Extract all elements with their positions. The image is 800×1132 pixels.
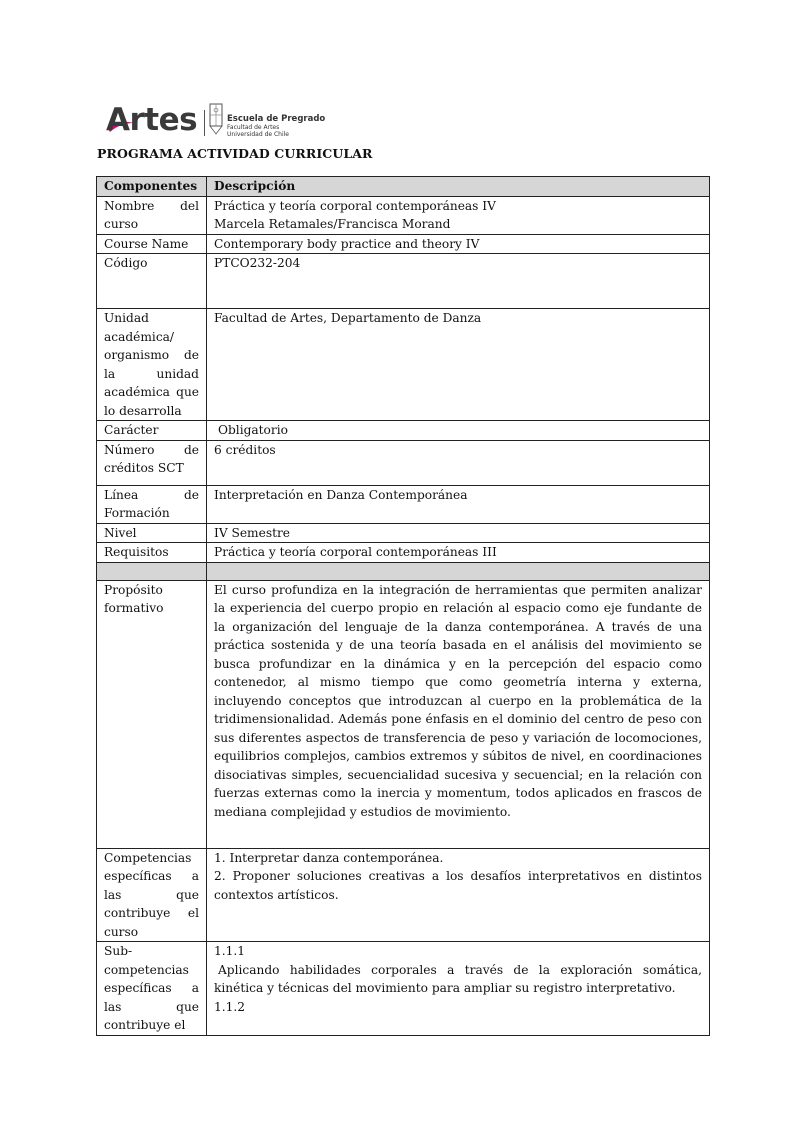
label-caracter: Carácter <box>97 421 207 441</box>
label-nombre: Nombre del curso <box>97 196 207 234</box>
label-subcompetencias: Sub-competencias específicas a las que contribuye el <box>97 942 207 1036</box>
course-title: Práctica y teoría corporal contemporáneas IV <box>214 198 496 213</box>
logo <box>106 100 336 140</box>
label-requisitos: Requisitos <box>97 543 207 563</box>
document-title: PROGRAMA ACTIVIDAD CURRICULAR <box>97 146 373 161</box>
table-header-row <box>97 177 710 197</box>
school-line-3: Universidad de Chile <box>227 131 289 138</box>
row-codigo <box>97 254 710 309</box>
row-requisitos <box>97 543 710 563</box>
row-creditos <box>97 440 710 485</box>
subcompetencia-text-1: Aplicando habilidades corporales a través de la exploración somática, kinética y técnicas del movimiento para ampliar su registro interpretativo. <box>214 962 702 995</box>
value-linea: Interpretación en Danza Contemporánea <box>207 485 710 523</box>
program-table <box>96 176 710 1036</box>
course-instructors: Marcela Retamales/Francisca Morand <box>214 217 451 231</box>
label-course-name: Course Name <box>97 234 207 254</box>
logo-divider <box>204 110 205 136</box>
separator-row <box>97 562 710 580</box>
school-line-2: Facultad de Artes <box>227 124 280 131</box>
row-competencias <box>97 848 710 942</box>
row-subcompetencias <box>97 942 710 1036</box>
row-nombre <box>97 196 710 234</box>
competencia-item-1: 1. Interpretar danza contemporánea. <box>214 850 444 865</box>
label-codigo: Código <box>97 254 207 309</box>
value-subcompetencias <box>207 942 710 1036</box>
label-competencias: Competencias específicas a las que contribuye el curso <box>97 848 207 942</box>
row-unidad <box>97 309 710 421</box>
value-codigo: PTCO232-204 <box>207 254 710 309</box>
school-line-1: Escuela de Pregrado <box>227 114 326 124</box>
value-nivel: IV Semestre <box>207 523 710 543</box>
subcompetencia-code-1: 1.1.1 <box>214 944 246 958</box>
subcompetencia-code-2: 1.1.2 <box>214 999 246 1014</box>
value-requisitos: Práctica y teoría corporal contemporáneas III <box>207 543 710 563</box>
col-header-descripcion: Descripción <box>207 177 710 197</box>
value-course-name: Contemporary body practice and theory IV <box>207 234 710 254</box>
value-unidad: Facultad de Artes, Departamento de Danza <box>207 309 710 421</box>
row-proposito <box>97 580 710 848</box>
value-competencias <box>207 848 710 942</box>
school-name <box>227 115 325 138</box>
value-caracter: Obligatorio <box>207 421 710 441</box>
label-proposito: Propósito formativo <box>97 580 207 848</box>
label-creditos: Número de créditos SCT <box>97 440 207 485</box>
university-seal-icon <box>208 102 224 138</box>
value-creditos: 6 créditos <box>207 440 710 485</box>
label-nivel: Nivel <box>97 523 207 543</box>
value-nombre <box>207 196 710 234</box>
separator-cell-2 <box>207 562 710 580</box>
separator-cell-1 <box>97 562 207 580</box>
row-nivel <box>97 523 710 543</box>
label-unidad: Unidad académica/ organismo de la unidad académica que lo desarrolla <box>97 309 207 421</box>
competencia-item-2: 2. Proponer soluciones creativas a los desafíos interpretativos en distintos contextos artísticos. <box>214 869 702 902</box>
col-header-componentes: Componentes <box>97 177 207 197</box>
logo-wordmark: Artes <box>106 102 198 138</box>
row-caracter <box>97 421 710 441</box>
row-linea <box>97 485 710 523</box>
row-course-name <box>97 234 710 254</box>
label-linea: Línea de Formación <box>97 485 207 523</box>
value-proposito: El curso profundiza en la integración de herramientas que permiten analizar la experiencia del cuerpo propio en relación al espacio como eje fundante de la organización del lenguaje de la danza contemporánea. A través de una práctica sostenida y de una teoría basada en el análisis del movimiento se busca profundizar en la dinámica y en la percepción del espacio como contenedor, al mismo tiempo que como geometría interna y externa, incluyendo conceptos que introduzcan al cuerpo en la problemática de la tridimensionalidad. Además pone énfasis en el dominio del centro de peso con sus diferentes aspectos de transferencia de peso y variación de locomociones, equilibrios complejos, cambios extremos y súbitos de nivel, en coordinaciones disociativas simples, secuencialidad sucesiva y secuencial; en la relación con fuerzas externas como la inercia y momentum, todos aplicados en frascos de mediana complejidad y estudios de movimiento. <box>207 580 710 848</box>
